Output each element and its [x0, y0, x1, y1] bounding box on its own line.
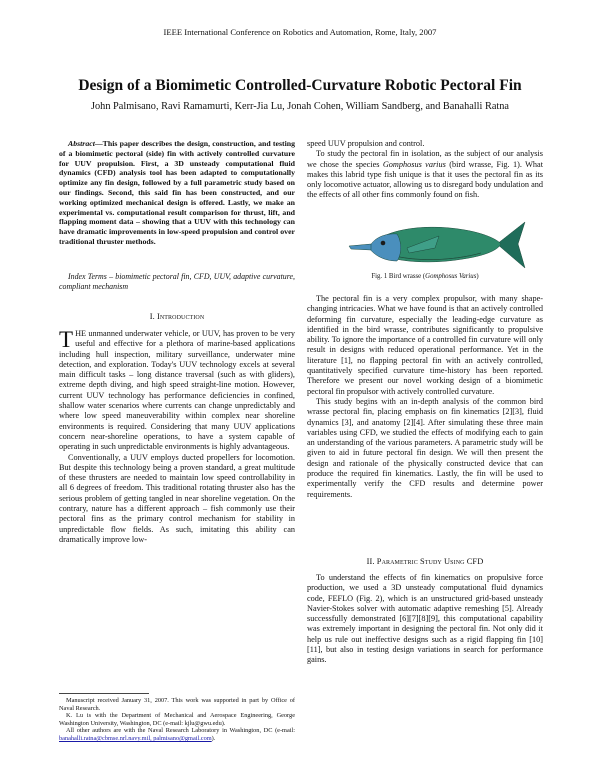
footnote-manuscript: Manuscript received January 31, 2007. This work was supported in part by Office of Naval Research. — [59, 697, 295, 712]
footnotes — [59, 697, 295, 743]
fish-head — [369, 234, 401, 261]
species-text-a: To study the pectoral fin in isolation, as the subject of our analysis we chose the species — [307, 149, 543, 169]
drop-cap: T — [59, 327, 74, 352]
index-terms — [59, 272, 295, 292]
right-column-middle — [307, 294, 543, 500]
species-text-b: (bird wrasse, Fig. 1). What makes this labrid type fish unique is that it uses the pectoral fin as its only locomotive actuator, allowing us to disregard body undulation and the effects of all other fins commonly found on fish. — [307, 159, 543, 200]
paper-title: Design of a Biomimetic Controlled-Curvature Robotic Pectoral Fin — [78, 77, 522, 94]
abstract — [59, 139, 295, 247]
fin-complexity-paragraph: The pectoral fin is a very complex propulsor, with many shape-changing intricacies. What we have found is that an actively controlled deforming fin curvature, especially the leading-edge curvature as identified in the bird wrasse, contributes significantly to propulsive ability. To ignore the importance of a controlled fin curvature will only result in designs with reduced operational performance. Yet in the literature [1], no flapping pectoral fin with an actively controlled, quantitatively specified curvature time-history has been reported. Therefore we present our novel working design of a biomimetic pectoral fin propulsor with actively controlled curvature. — [307, 294, 543, 396]
footnote-divider — [59, 693, 149, 694]
fish-tail — [497, 222, 525, 268]
species-paragraph — [307, 149, 543, 200]
figure-1-bird-wrasse — [347, 208, 527, 278]
fish-eye — [381, 241, 386, 246]
footnote-others-text: All other authors are with the Naval Research Laboratory in Washington, DC (e-mail: — [66, 727, 295, 735]
footnote-others-end: ). — [211, 734, 216, 742]
species-name: Gomphosus varius — [382, 159, 446, 169]
abstract-text: —This paper describes the design, construction, and testing of a biomimetic pectoral (side) fin with actively controlled curvature for UUV propulsion. First, a 3D unsteady computational fluid dynamics (CFD) analysis tool has been adapted to computationally optimize any fin design, followed by a full parametric study based on our findings. Second, this said fin has been constructed, and our working optimized mechanical design is offered. Lastly, we make an experimental vs. computational result comparison for thrust, lift, and flapping moment data – showing that a UUV with this technology can have dramatic improvements in low-speed propulsion and control over traditional thruster methods. — [59, 139, 295, 246]
footnote-emails[interactable]: banahalli.ratna@cbmse.nrl.navy.mil, palmisano@gmail.com — [59, 734, 212, 742]
abstract-label: Abstract — [68, 139, 95, 148]
index-terms-text: Index Terms – biomimetic pectoral fin, CFD, UUV, adaptive curvature, compliant mechanism — [59, 272, 295, 291]
section-heading-parametric-study: II. Parametric Study Using CFD — [366, 557, 484, 566]
intro-paragraph-2: Conventionally, a UUV employs ducted propellers for locomotion. But despite this technology being a proven standard, a great multitude of these thrusters are needed to maintain low speed controllability in all 6 degrees of freedom. This traditional rotating thruster also has the serious problem of getting tangled in near shoreline vegetation. On the contrary, nature has a different approach – fish commonly use their pectoral fins as the primary control mechanism for stability in unpredictable flow fields. As such, imitating this ability can dramatically improve low- — [59, 452, 295, 544]
caption-text-a: Fig. 1 Bird wrasse ( — [371, 273, 426, 280]
continued-paragraph: speed UUV propulsion and control. — [307, 139, 425, 148]
section-heading-introduction: I. Introduction — [149, 312, 205, 321]
cfd-paragraph: To understand the effects of fin kinematics on propulsive force production, we used a 3D unsteady computational fluid dynamics code, FEFLO (Fig. 2), which is an unstructured grid-based unsteady Navier-Stokes solver with automatic adaptive remeshing [5]. Already successfully demonstrated [6][7][8][9], this computational capability was extremely important in designing the pectoral fin. Not only did it help us rule out ineffective designs such as a rigid flapping fin [10][11], but also in testing design variations in search for performance gains. — [307, 573, 543, 665]
fish-illustration — [347, 208, 527, 278]
running-head: IEEE International Conference on Robotics and Automation, Rome, Italy, 2007 — [163, 27, 437, 37]
intro-paragraph-1: HE unmanned underwater vehicle, or UUV, has proven to be very useful and effective for a plethora of marine-based applications including hull inspection, military surveillance, underwater mine detection, and exploration. Today's UUV technology excels at several main difficult tasks – long distance traversal (such as with gliders), extreme depth diving, and high speed straight-line motion. However, current UUV technology has performance deficiencies in confined, shallow water scenarios where currents can change unpredictably and where low speed maneuverability within complex near shoreline environments is required. Considering that many UUV applications concern near-shoreline operations, to have a system capable of operating in such unpredictable environments is highly advantageous. — [59, 329, 295, 452]
introduction-body — [59, 329, 295, 545]
figure-1-caption — [307, 273, 543, 280]
caption-species: Gomphosus Varius — [425, 273, 477, 280]
right-column-bottom — [307, 573, 543, 666]
footnote-lu: K. Lu is with the Department of Mechanical and Aerospace Engineering, George Washington University, Washington, DC (e-mail: kjlu@gwu.edu). — [59, 712, 295, 727]
author-list: John Palmisano, Ravi Ramamurti, Kerr-Jia Lu, Jonah Cohen, William Sandberg, and Banahalli Ratna — [91, 101, 509, 112]
caption-text-b: ) — [476, 273, 479, 280]
study-outline-paragraph: This study begins with an in-depth analysis of the common bird wrasse pectoral fin, placing emphasis on fin kinematics [2][3], fluid dynamics [3], and anatomy [2][4]. After simulating these three main variables using CFD, we studied the effects of modifying each to gain an understanding of the various parameters. A parametric study will be given to aid in future pectoral fin design. We will then present the design and rationale of the physically constructed device that can produce the required fin kinematics. Lastly, the fin will be used to experimentally verify the CFD results and determine power requirements. — [307, 396, 543, 499]
fish-snout — [349, 244, 371, 250]
right-column-top — [307, 139, 543, 201]
footnote-others — [59, 727, 295, 742]
